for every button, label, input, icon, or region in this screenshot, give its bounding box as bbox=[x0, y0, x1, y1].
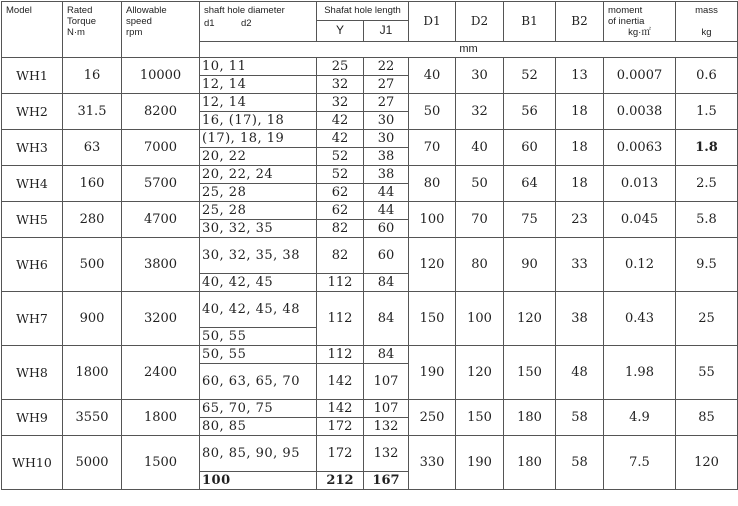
cell-allowable-speed: 2400 bbox=[122, 346, 200, 400]
cell-shaft-length-j1: 38 bbox=[364, 166, 409, 184]
cell-mass: 9.5 bbox=[676, 238, 738, 292]
cell-shaft-diameter: 60, 63, 65, 70 bbox=[200, 364, 317, 400]
cell-mass: 120 bbox=[676, 436, 738, 490]
cell-model: WH7 bbox=[2, 292, 63, 346]
cell-shaft-length-y: 172 bbox=[317, 418, 364, 436]
cell-mass: 1.8 bbox=[676, 130, 738, 166]
cell-moment-of-inertia: 0.0063 bbox=[604, 130, 676, 166]
cell-shaft-diameter: 80, 85 bbox=[200, 418, 317, 436]
cell-mass: 85 bbox=[676, 400, 738, 436]
cell-moment-of-inertia: 0.12 bbox=[604, 238, 676, 292]
cell-B1: 56 bbox=[504, 94, 556, 130]
header-B1: B1 bbox=[504, 2, 556, 42]
cell-D1: 70 bbox=[409, 130, 456, 166]
header-shaft-hole-diameter: shaft hole diameter d1 d2 bbox=[200, 2, 317, 42]
cell-B2: 48 bbox=[556, 346, 604, 400]
cell-shaft-length-y: 212 bbox=[317, 472, 364, 490]
cell-model: WH5 bbox=[2, 202, 63, 238]
cell-shaft-diameter: 12, 14 bbox=[200, 94, 317, 112]
cell-allowable-speed: 5700 bbox=[122, 166, 200, 202]
cell-shaft-length-y: 112 bbox=[317, 346, 364, 364]
cell-shaft-length-j1: 44 bbox=[364, 202, 409, 220]
cell-mass: 1.5 bbox=[676, 94, 738, 130]
cell-rated-torque: 1800 bbox=[63, 346, 122, 400]
cell-shaft-length-j1: 107 bbox=[364, 400, 409, 418]
table-row bbox=[2, 346, 738, 364]
cell-shaft-diameter: 40, 42, 45 bbox=[200, 274, 317, 292]
cell-model: WH4 bbox=[2, 166, 63, 202]
cell-shaft-diameter: 50, 55 bbox=[200, 328, 317, 346]
cell-allowable-speed: 1500 bbox=[122, 436, 200, 490]
cell-shaft-diameter: 20, 22, 24 bbox=[200, 166, 317, 184]
cell-D2: 120 bbox=[456, 346, 504, 400]
cell-shaft-diameter: 25, 28 bbox=[200, 202, 317, 220]
cell-shaft-length-y: 25 bbox=[317, 58, 364, 76]
cell-rated-torque: 16 bbox=[63, 58, 122, 94]
cell-model: WH9 bbox=[2, 400, 63, 436]
cell-rated-torque: 3550 bbox=[63, 400, 122, 436]
cell-D2: 32 bbox=[456, 94, 504, 130]
cell-D1: 150 bbox=[409, 292, 456, 346]
cell-D1: 120 bbox=[409, 238, 456, 292]
cell-allowable-speed: 4700 bbox=[122, 202, 200, 238]
cell-B1: 75 bbox=[504, 202, 556, 238]
cell-B1: 60 bbox=[504, 130, 556, 166]
cell-rated-torque: 500 bbox=[63, 238, 122, 292]
header-rated-torque: Rated Torque N·m bbox=[63, 2, 122, 58]
header-mass: mass kg bbox=[676, 2, 738, 42]
table-row bbox=[2, 130, 738, 148]
cell-shaft-length-j1: 44 bbox=[364, 184, 409, 202]
cell-mass: 0.6 bbox=[676, 58, 738, 94]
cell-allowable-speed: 7000 bbox=[122, 130, 200, 166]
cell-shaft-diameter: 12, 14 bbox=[200, 76, 317, 94]
cell-shaft-length-j1: 84 bbox=[364, 274, 409, 292]
cell-moment-of-inertia: 7.5 bbox=[604, 436, 676, 490]
cell-allowable-speed: 3800 bbox=[122, 238, 200, 292]
cell-rated-torque: 5000 bbox=[63, 436, 122, 490]
cell-shaft-length-y: 32 bbox=[317, 94, 364, 112]
header-shaft-hole-length: Shafat hole length bbox=[317, 2, 409, 21]
cell-B2: 58 bbox=[556, 400, 604, 436]
cell-D2: 70 bbox=[456, 202, 504, 238]
cell-mass: 2.5 bbox=[676, 166, 738, 202]
header-model: Model bbox=[2, 2, 63, 58]
cell-moment-of-inertia: 0.0007 bbox=[604, 58, 676, 94]
cell-shaft-diameter: 80, 85, 90, 95 bbox=[200, 436, 317, 472]
cell-shaft-diameter: 30, 32, 35 bbox=[200, 220, 317, 238]
cell-rated-torque: 31.5 bbox=[63, 94, 122, 130]
cell-D1: 50 bbox=[409, 94, 456, 130]
cell-shaft-length-j1: 84 bbox=[364, 292, 409, 346]
cell-shaft-diameter: 50, 55 bbox=[200, 346, 317, 364]
cell-B1: 52 bbox=[504, 58, 556, 94]
cell-moment-of-inertia: 1.98 bbox=[604, 346, 676, 400]
cell-model: WH3 bbox=[2, 130, 63, 166]
cell-shaft-diameter: 100 bbox=[200, 472, 317, 490]
cell-shaft-length-j1: 38 bbox=[364, 148, 409, 166]
cell-shaft-length-y: 142 bbox=[317, 400, 364, 418]
cell-B2: 13 bbox=[556, 58, 604, 94]
cell-D1: 80 bbox=[409, 166, 456, 202]
header-Y: Y bbox=[317, 20, 364, 41]
cell-B1: 180 bbox=[504, 400, 556, 436]
table-row bbox=[2, 400, 738, 418]
cell-model: WH10 bbox=[2, 436, 63, 490]
cell-shaft-length-j1: 60 bbox=[364, 238, 409, 274]
table-row bbox=[2, 436, 738, 472]
cell-B2: 18 bbox=[556, 94, 604, 130]
table-row bbox=[2, 292, 738, 328]
cell-D1: 100 bbox=[409, 202, 456, 238]
cell-D2: 190 bbox=[456, 436, 504, 490]
cell-model: WH1 bbox=[2, 58, 63, 94]
cell-shaft-length-j1: 30 bbox=[364, 130, 409, 148]
cell-shaft-diameter: 25, 28 bbox=[200, 184, 317, 202]
cell-shaft-diameter: (17), 18, 19 bbox=[200, 130, 317, 148]
cell-shaft-length-y: 32 bbox=[317, 76, 364, 94]
cell-D2: 80 bbox=[456, 238, 504, 292]
cell-rated-torque: 63 bbox=[63, 130, 122, 166]
cell-shaft-length-y: 142 bbox=[317, 364, 364, 400]
cell-mass: 5.8 bbox=[676, 202, 738, 238]
cell-shaft-length-j1: 22 bbox=[364, 58, 409, 76]
cell-moment-of-inertia: 0.0038 bbox=[604, 94, 676, 130]
cell-shaft-length-y: 52 bbox=[317, 166, 364, 184]
cell-shaft-diameter: 65, 70, 75 bbox=[200, 400, 317, 418]
cell-rated-torque: 160 bbox=[63, 166, 122, 202]
cell-allowable-speed: 8200 bbox=[122, 94, 200, 130]
cell-D2: 150 bbox=[456, 400, 504, 436]
header-J1: J1 bbox=[364, 20, 409, 41]
cell-shaft-length-y: 112 bbox=[317, 274, 364, 292]
cell-B1: 90 bbox=[504, 238, 556, 292]
cell-B2: 33 bbox=[556, 238, 604, 292]
cell-shaft-length-y: 42 bbox=[317, 130, 364, 148]
cell-moment-of-inertia: 0.045 bbox=[604, 202, 676, 238]
cell-shaft-length-j1: 27 bbox=[364, 76, 409, 94]
cell-B2: 18 bbox=[556, 130, 604, 166]
cell-shaft-length-j1: 84 bbox=[364, 346, 409, 364]
cell-D2: 30 bbox=[456, 58, 504, 94]
cell-allowable-speed: 3200 bbox=[122, 292, 200, 346]
cell-rated-torque: 280 bbox=[63, 202, 122, 238]
cell-shaft-diameter: 16, (17), 18 bbox=[200, 112, 317, 130]
cell-B1: 64 bbox=[504, 166, 556, 202]
header-B2: B2 bbox=[556, 2, 604, 42]
header-allowable-speed: Allowable speed rpm bbox=[122, 2, 200, 58]
header-unit-mm: mm bbox=[200, 42, 738, 58]
cell-shaft-length-j1: 132 bbox=[364, 436, 409, 472]
cell-D2: 40 bbox=[456, 130, 504, 166]
cell-shaft-length-j1: 107 bbox=[364, 364, 409, 400]
cell-model: WH6 bbox=[2, 238, 63, 292]
table-row bbox=[2, 58, 738, 76]
cell-B1: 150 bbox=[504, 346, 556, 400]
cell-moment-of-inertia: 4.9 bbox=[604, 400, 676, 436]
cell-B2: 18 bbox=[556, 166, 604, 202]
cell-mass: 55 bbox=[676, 346, 738, 400]
cell-B2: 58 bbox=[556, 436, 604, 490]
table-row bbox=[2, 94, 738, 112]
cell-B2: 38 bbox=[556, 292, 604, 346]
cell-shaft-length-y: 82 bbox=[317, 238, 364, 274]
cell-shaft-length-y: 112 bbox=[317, 292, 364, 346]
cell-shaft-length-j1: 167 bbox=[364, 472, 409, 490]
cell-D1: 250 bbox=[409, 400, 456, 436]
cell-shaft-length-y: 82 bbox=[317, 220, 364, 238]
cell-D2: 100 bbox=[456, 292, 504, 346]
cell-allowable-speed: 10000 bbox=[122, 58, 200, 94]
cell-B1: 180 bbox=[504, 436, 556, 490]
cell-moment-of-inertia: 0.013 bbox=[604, 166, 676, 202]
cell-shaft-length-j1: 30 bbox=[364, 112, 409, 130]
cell-allowable-speed: 1800 bbox=[122, 400, 200, 436]
cell-shaft-diameter: 10, 11 bbox=[200, 58, 317, 76]
header-D1: D1 bbox=[409, 2, 456, 42]
table-row bbox=[2, 202, 738, 220]
table-row bbox=[2, 166, 738, 184]
cell-D2: 50 bbox=[456, 166, 504, 202]
cell-model: WH2 bbox=[2, 94, 63, 130]
cell-mass: 25 bbox=[676, 292, 738, 346]
cell-D1: 40 bbox=[409, 58, 456, 94]
cell-shaft-diameter: 40, 42, 45, 48 bbox=[200, 292, 317, 328]
cell-shaft-diameter: 20, 22 bbox=[200, 148, 317, 166]
cell-shaft-length-j1: 27 bbox=[364, 94, 409, 112]
cell-shaft-length-y: 62 bbox=[317, 202, 364, 220]
cell-shaft-length-y: 42 bbox=[317, 112, 364, 130]
cell-B2: 23 bbox=[556, 202, 604, 238]
header-D2: D2 bbox=[456, 2, 504, 42]
cell-shaft-length-y: 62 bbox=[317, 184, 364, 202]
cell-shaft-length-y: 52 bbox=[317, 148, 364, 166]
table-row bbox=[2, 238, 738, 274]
cell-shaft-length-j1: 132 bbox=[364, 418, 409, 436]
cell-moment-of-inertia: 0.43 bbox=[604, 292, 676, 346]
header-moment-of-inertia: moment of inertia kg·㎡ bbox=[604, 2, 676, 42]
coupling-spec-table bbox=[1, 1, 738, 490]
cell-model: WH8 bbox=[2, 346, 63, 400]
cell-D1: 330 bbox=[409, 436, 456, 490]
cell-D1: 190 bbox=[409, 346, 456, 400]
cell-shaft-length-j1: 60 bbox=[364, 220, 409, 238]
cell-shaft-length-y: 172 bbox=[317, 436, 364, 472]
cell-rated-torque: 900 bbox=[63, 292, 122, 346]
cell-B1: 120 bbox=[504, 292, 556, 346]
cell-shaft-diameter: 30, 32, 35, 38 bbox=[200, 238, 317, 274]
